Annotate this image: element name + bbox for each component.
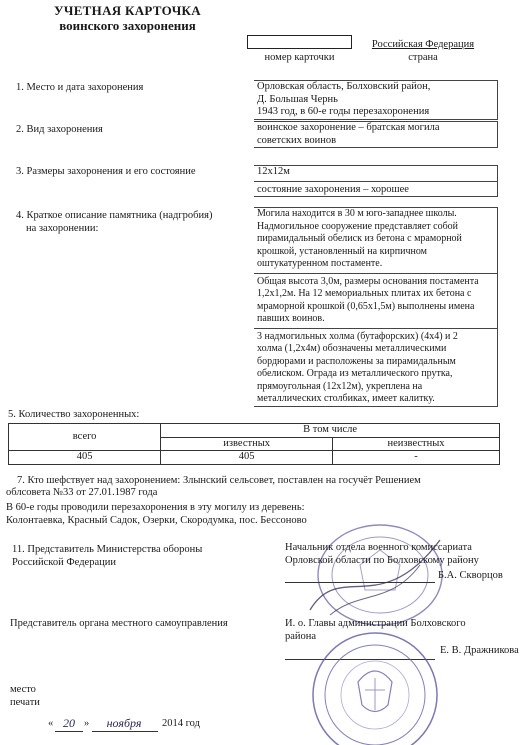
commissariat-signature-line: [285, 582, 435, 583]
care-line-1: 7. Кто шефствует над захоронением: Злынский сельсовет, поставлен на госучёт Решением: [17, 475, 421, 486]
field-1-value-line: Д. Большая Чернь: [257, 93, 338, 105]
description-line: крошкой, установленный на кирпичном: [257, 245, 427, 257]
description-line: пирамидальный обелиск из бетона с мраморной: [257, 233, 462, 244]
field-divider: [254, 328, 497, 329]
description-line: Могила находится в 30 м юго-западнее школы.: [257, 208, 457, 219]
field-3-value-line: состояние захоронения – хорошее: [257, 183, 409, 195]
field-3-label: 3. Размеры захоронения и его состояние: [16, 166, 196, 177]
field-2-value-box: [254, 121, 498, 148]
counts-header-known: известных: [161, 437, 333, 451]
care-line-3: В 60-е годы проводили перезахоронения в эту могилу из деревень:: [6, 502, 305, 513]
counts-header-unknown: неизвестных: [333, 437, 500, 451]
stamp-place-label: место: [10, 684, 36, 695]
field-1-label: 1. Место и дата захоронения: [16, 82, 144, 93]
description-line: прямоугольная (12х12м), укреплена на: [257, 380, 423, 392]
care-line-4: Колонтаевка, Красный Садок, Озерки, Скородумка, пос. Бессоново: [6, 515, 307, 526]
card-subtitle: воинского захоронения: [59, 18, 196, 33]
commissariat-title-cont: Орловской области по Болховскому району: [285, 555, 479, 566]
description-line: оштукатуренном постаменте.: [257, 258, 383, 269]
mod-rep-label-cont: Российской Федерации: [12, 557, 116, 568]
card-title: УЧЕТНАЯ КАРТОЧКА: [54, 3, 201, 18]
field-3-value-line: 12х12м: [257, 166, 290, 177]
field-1-value-line: 1943 год, в 60-е годы перезахоронения: [257, 106, 430, 118]
stamp-place-label-cont: печати: [10, 697, 40, 708]
field-2-value-line: советских воинов: [257, 134, 337, 146]
counts-total-value: 405: [9, 451, 161, 465]
counts-section-label: 5. Количество захороненных:: [8, 409, 140, 420]
field-divider: [254, 181, 497, 182]
description-line: бордюрами и расположены за пирамидальным: [257, 355, 456, 367]
field-3-value-box: [254, 165, 498, 197]
counts-header-total: всего: [9, 424, 161, 451]
commissariat-name: Б.А. Скворцов: [438, 570, 503, 581]
date-year: 2014 год: [162, 718, 200, 729]
admin-name: Е. В. Дражникова: [440, 645, 519, 656]
counts-header-including: В том числе: [161, 424, 500, 438]
field-4-label: 4. Краткое описание памятника (надгробия): [16, 210, 213, 221]
description-line: 1,2х1,2м. На 12 мемориальных плитах их бетона с: [257, 288, 472, 299]
country-value: Российская Федерация: [371, 39, 475, 50]
counts-unknown-value: -: [333, 451, 500, 465]
counts-known-value: 405: [161, 451, 333, 465]
description-line: обелиском. Ограда из металлического прутка,: [257, 368, 453, 379]
field-divider: [254, 273, 497, 274]
description-line: мраморной крошкой (0,65х1,5м) выполнены имена: [257, 300, 475, 312]
card-number-label: номер карточки: [264, 52, 335, 63]
country-label: страна: [408, 52, 438, 63]
description-line: Общая высота 3,0м, размеры основания постамента: [257, 275, 479, 287]
description-line: 3 надмогильных холма (бутафорских) (4х4) и 2: [257, 330, 458, 342]
commissariat-stamp: [300, 520, 450, 630]
description-line: Надмогильное сооружение представляет собой: [257, 220, 459, 232]
date-day: 20: [63, 716, 75, 730]
field-1-value-line: Орловская область, Болховский район,: [257, 81, 431, 92]
admin-title-cont: района: [285, 631, 317, 642]
field-2-label: 2. Вид захоронения: [16, 124, 103, 135]
date-month: ноября: [106, 716, 142, 730]
description-line: павших воинов.: [257, 313, 325, 324]
admin-title: И. о. Главы администрации Болховского: [285, 618, 466, 629]
commissariat-title: Начальник отдела военного комиссариата: [285, 542, 472, 553]
local-rep-label: Представитель органа местного самоуправления: [10, 618, 228, 629]
date-day-line: [55, 731, 83, 732]
date-quote-close: »: [84, 718, 90, 729]
administration-stamp: [300, 630, 450, 745]
field-1-value-box: [254, 80, 498, 120]
date-month-line: [92, 731, 158, 732]
field-4-value-box: [254, 207, 498, 407]
description-line: холма (1,2х4м) обозначены металлическими: [257, 343, 447, 354]
field-2-value-line: воинское захоронение – братская могила: [257, 122, 440, 133]
field-4-label-cont: на захоронении:: [26, 223, 99, 234]
date-quote-open: «: [48, 718, 54, 729]
card-number-box[interactable]: [247, 35, 352, 49]
description-line: металлических столбиках, имеет калитку.: [257, 393, 435, 404]
care-line-2: облсовета №33 от 27.01.1987 года: [6, 487, 158, 498]
mod-rep-label: 11. Представитель Министерства обороны: [12, 544, 203, 555]
counts-table: [8, 423, 500, 465]
